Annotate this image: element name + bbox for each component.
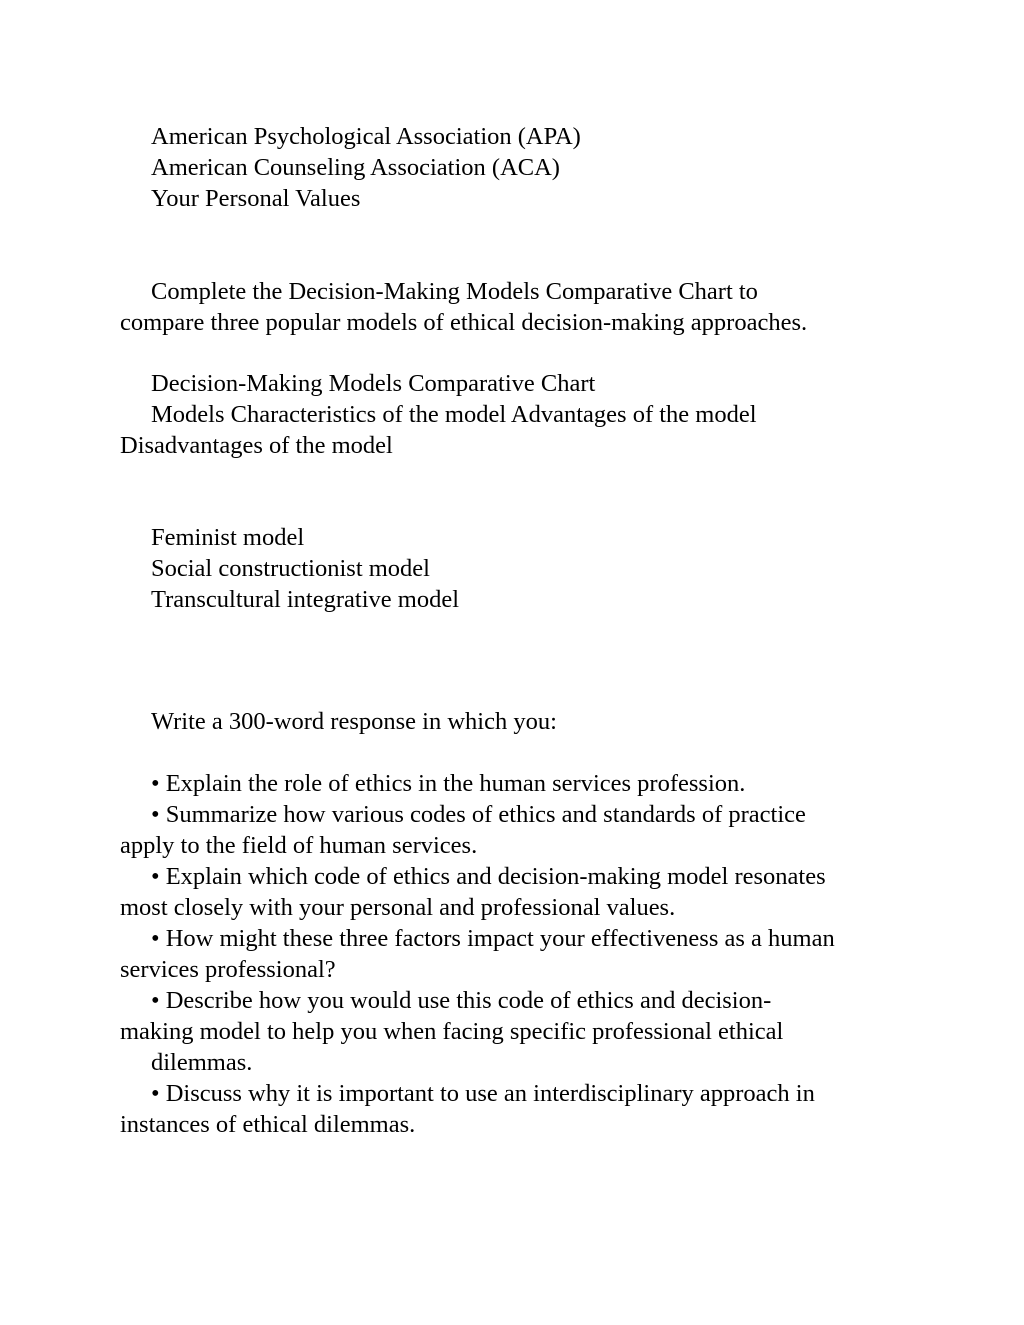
chart-header-line-1: Models Characteristics of the model Advantages of the model <box>151 401 757 428</box>
instruction-line-2: compare three popular models of ethical decision-making approaches. <box>120 309 808 336</box>
models-list <box>120 522 910 615</box>
prompt-text: Write a 300-word response in which you: <box>151 708 557 735</box>
bullet-5-cont-2: dilemmas. <box>151 1049 253 1076</box>
bullet-2: • Summarize how various codes of ethics and standards of practice <box>151 801 806 828</box>
bullet-4: • How might these three factors impact your effectiveness as a human <box>151 925 835 952</box>
source-personal-values: Your Personal Values <box>151 185 361 212</box>
bullet-3: • Explain which code of ethics and decision-making model resonates <box>151 863 826 890</box>
chart-title: Decision-Making Models Comparative Chart <box>151 370 596 397</box>
instruction-line-1: Complete the Decision-Making Models Comparative Chart to <box>151 278 758 305</box>
bullet-4-cont: services professional? <box>120 956 336 983</box>
instruction-paragraph <box>120 276 910 338</box>
model-social-constructionist: Social constructionist model <box>151 555 430 582</box>
source-aca: American Counseling Association (ACA) <box>151 154 560 181</box>
model-feminist: Feminist model <box>151 524 305 551</box>
bullet-6: • Discuss why it is important to use an interdisciplinary approach in <box>151 1080 815 1107</box>
model-transcultural-integrative: Transcultural integrative model <box>151 586 459 613</box>
bullet-6-cont: instances of ethical dilemmas. <box>120 1111 416 1138</box>
bullet-5-cont: making model to help you when facing specific professional ethical <box>120 1018 784 1045</box>
source-apa: American Psychological Association (APA) <box>151 123 581 150</box>
sources-list <box>120 121 910 214</box>
bullet-5: • Describe how you would use this code of ethics and decision- <box>151 987 772 1014</box>
bullet-1: • Explain the role of ethics in the human services profession. <box>151 770 746 797</box>
chart-header-line-2: Disadvantages of the model <box>120 432 393 459</box>
response-prompt <box>120 706 910 737</box>
bullet-list <box>120 768 910 1140</box>
bullet-2-cont: apply to the field of human services. <box>120 832 478 859</box>
bullet-3-cont: most closely with your personal and professional values. <box>120 894 676 921</box>
comparative-chart <box>120 368 910 461</box>
